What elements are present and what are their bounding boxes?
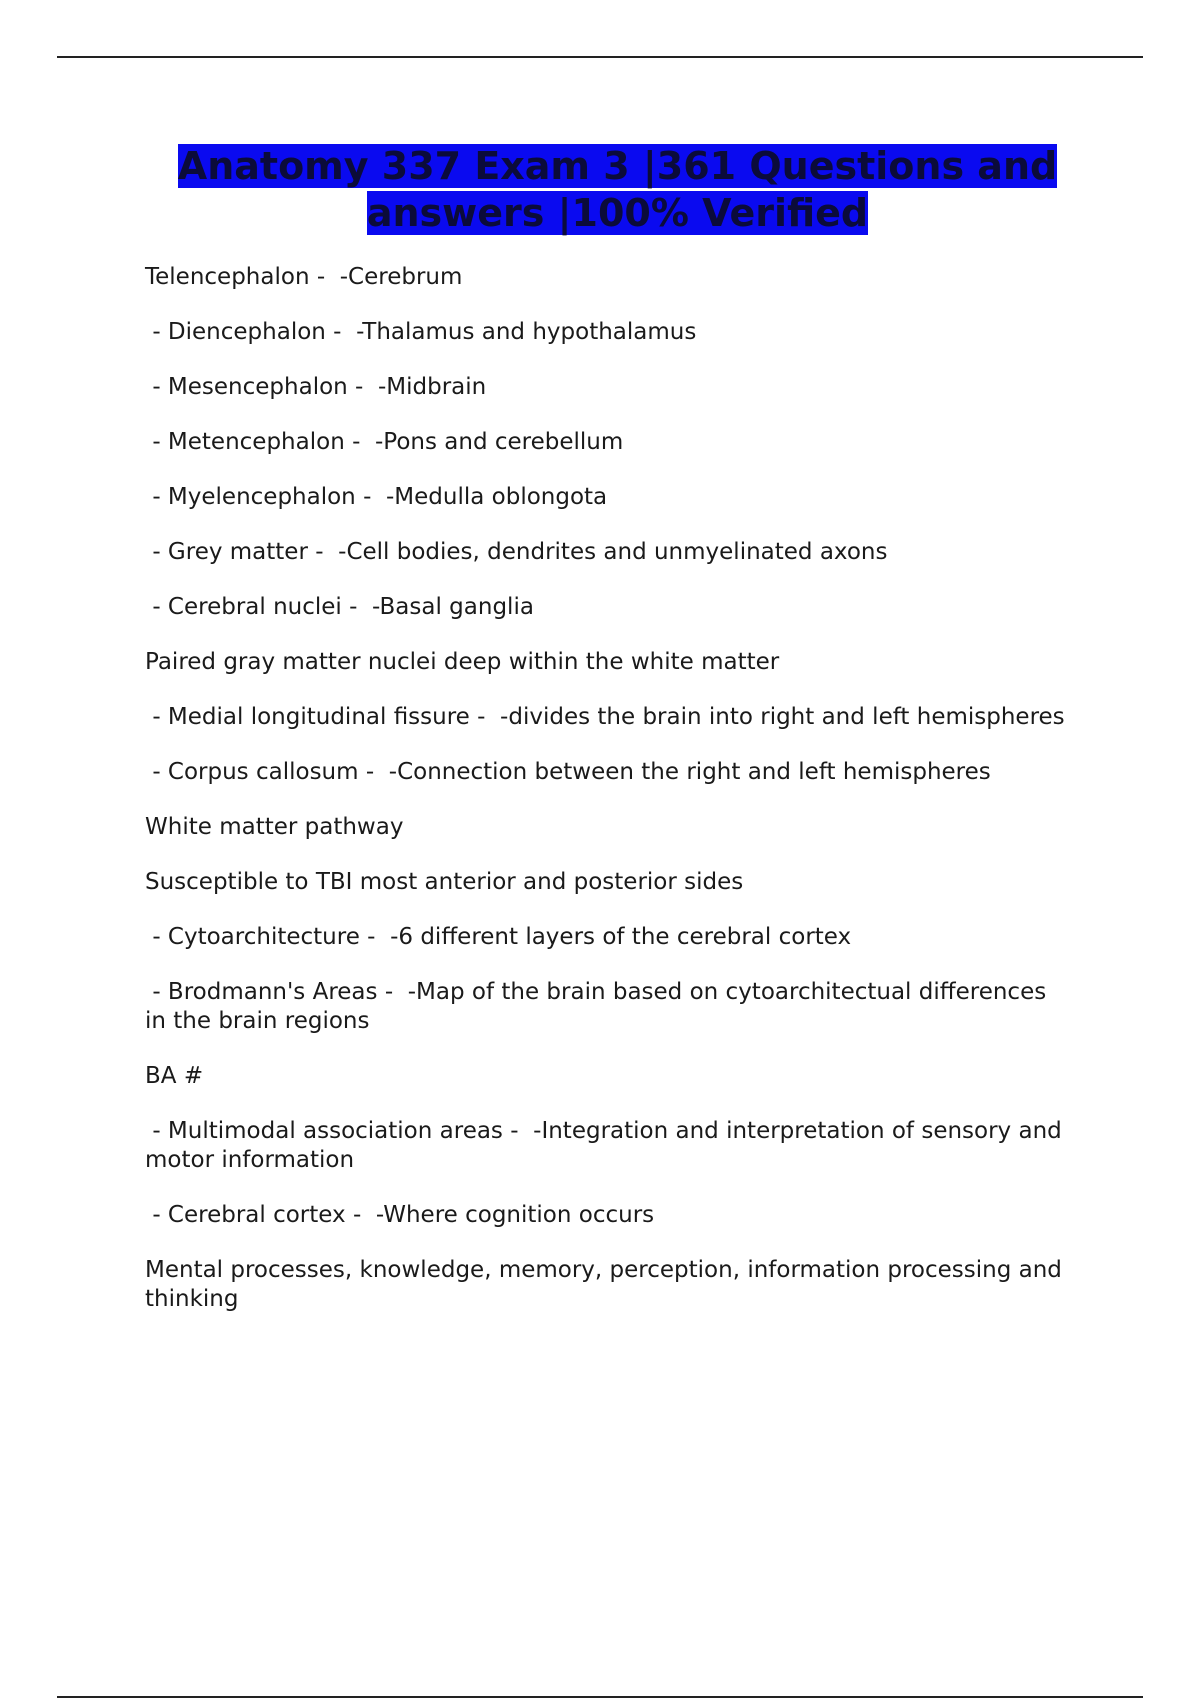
entry-cerebral-nuclei: - Cerebral nuclei - -Basal ganglia (145, 594, 534, 620)
entry-medial-longitudinal-fissure: - Medial longitudinal fissure - -divides the brain into right and left hemispheres (145, 704, 1065, 730)
entry-telencephalon: Telencephalon - -Cerebrum (145, 264, 463, 290)
title-line-1: Anatomy 337 Exam 3 |361 Questions and (177, 144, 1058, 188)
entry-brodmanns-areas: - Brodmann's Areas - -Map of the brain based on cytoarchitectual differences in the brain regions (145, 979, 1054, 1034)
entry-paired-gray-matter: Paired gray matter nuclei deep within the white matter (145, 649, 780, 675)
entry-diencephalon: - Diencephalon - -Thalamus and hypothalamus (145, 319, 697, 345)
entry-mental-processes: Mental processes, knowledge, memory, perception, information processing and thinking (145, 1257, 1070, 1312)
entry-multimodal-association: - Multimodal association areas - -Integration and interpretation of sensory and motor information (145, 1118, 1070, 1173)
header-rule (57, 56, 1143, 58)
entry-mesencephalon: - Mesencephalon - -Midbrain (145, 374, 487, 400)
entry-ba-number: BA # (145, 1063, 204, 1089)
entry-cytoarchitecture: - Cytoarchitecture - -6 different layers of the cerebral cortex (145, 924, 852, 950)
entry-white-matter-pathway: White matter pathway (145, 814, 404, 840)
entry-cerebral-cortex: - Cerebral cortex - -Where cognition occurs (145, 1202, 655, 1228)
entry-susceptible-tbi: Susceptible to TBI most anterior and posterior sides (145, 869, 744, 895)
entry-myelencephalon: - Myelencephalon - -Medulla oblongota (145, 484, 608, 510)
entry-corpus-callosum: - Corpus callosum - -Connection between the right and left hemispheres (145, 759, 991, 785)
footer-rule (57, 1696, 1143, 1698)
title-line-2: answers |100% Verified (366, 191, 869, 235)
entry-grey-matter: - Grey matter - -Cell bodies, dendrites and unmyelinated axons (145, 539, 888, 565)
entry-metencephalon: - Metencephalon - -Pons and cerebellum (145, 429, 624, 455)
document-body (145, 263, 1070, 1340)
page-title (130, 143, 1105, 237)
